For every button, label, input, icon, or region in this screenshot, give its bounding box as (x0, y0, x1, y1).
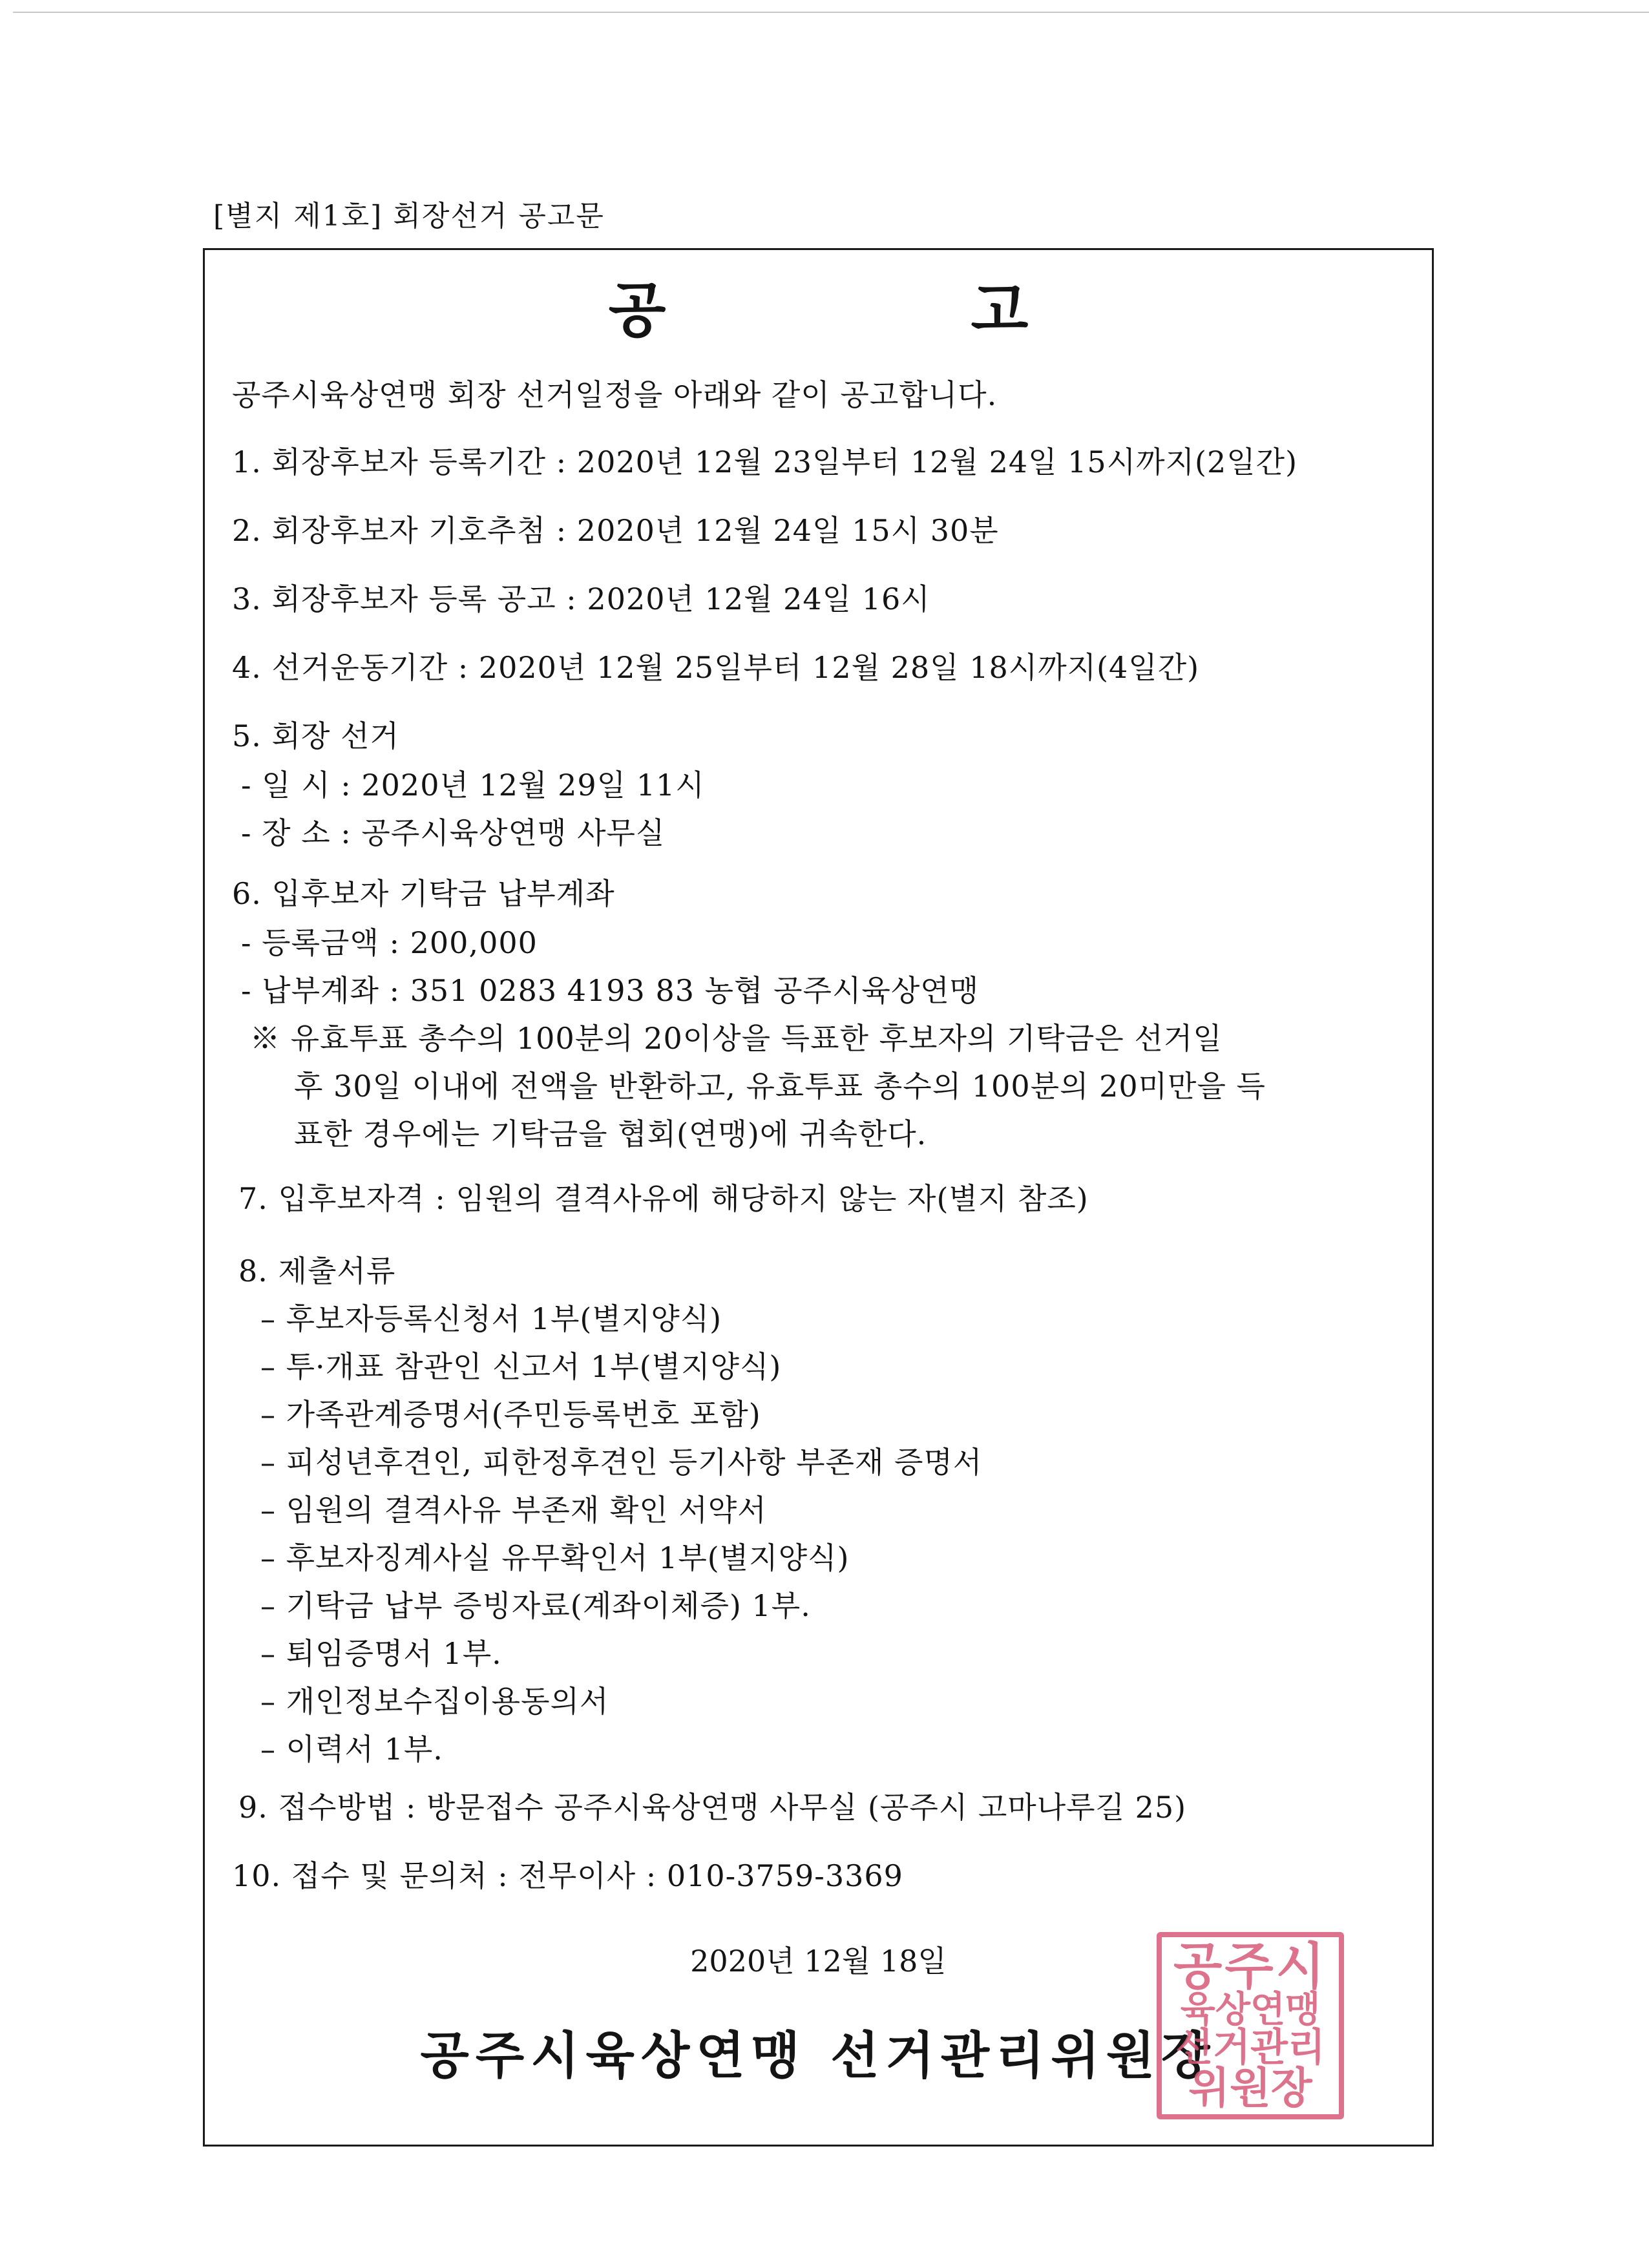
notice-date: 2020년 12월 18일 (690, 1944, 947, 1979)
item-submission-method: 9. 접수방법 : 방문접수 공주시육상연맹 사무실 (공주시 고마나루길 25) (238, 1790, 1187, 1825)
document-list-item: – 투·개표 참관인 신고서 1부(별지양식) (260, 1349, 782, 1384)
item-election-datetime: - 일 시 : 2020년 12월 29일 11시 (241, 768, 705, 803)
document-list-item: – 개인정보수집이용동의서 (260, 1684, 609, 1719)
document-list-item: – 기탁금 납부 증빙자료(계좌이체증) 1부. (260, 1588, 811, 1623)
item-registration-notice: 3. 회장후보자 등록 공고 : 2020년 12월 24일 16시 (232, 582, 930, 616)
item-campaign-period: 4. 선거운동기간 : 2020년 12월 25일부터 12월 28일 18시까지(4일간) (232, 650, 1200, 685)
document-list-item: – 후보자징계사실 유무확인서 1부(별지양식) (260, 1540, 850, 1575)
item-deposit-account: 6. 입후보자 기탁금 납부계좌 (232, 876, 615, 911)
intro-text: 공주시육상연맹 회장 선거일정을 아래와 같이 공고합니다. (232, 377, 998, 412)
item-election: 5. 회장 선거 (232, 719, 399, 753)
document-list-item: – 퇴임증명서 1부. (260, 1636, 502, 1671)
document-list-item: – 이력서 1부. (260, 1732, 443, 1767)
documents-heading: 8. 제출서류 (238, 1254, 396, 1288)
item-registration-period: 1. 회장후보자 등록기간 : 2020년 12월 23일부터 12월 24일 15시까지(2일간) (232, 445, 1298, 479)
notice-title: 공 고 (608, 275, 1171, 345)
committee-name: 공주시육상연맹 선거관리위원장 (420, 2026, 1217, 2085)
document-list-item: – 가족관계증명서(주민등록번호 포함) (260, 1397, 761, 1432)
deposit-note-line: 후 30일 이내에 전액을 반환하고, 유효투표 총수의 100분의 20미만을 득 (294, 1069, 1266, 1104)
scan-edge-line (13, 12, 1649, 13)
deposit-note-line: 표한 경우에는 기탁금을 협회(연맹)에 귀속한다. (294, 1117, 927, 1151)
document-list-item: – 후보자등록신청서 1부(별지양식) (260, 1301, 722, 1336)
document-list-item: – 임원의 결격사유 부존재 확인 서약서 (260, 1493, 767, 1528)
form-label: [별지 제1호] 회장선거 공고문 (213, 200, 605, 233)
document-list-item: – 피성년후견인, 피한정후견인 등기사항 부존재 증명서 (260, 1445, 983, 1480)
deposit-note-line: ※ 유효투표 총수의 100분의 20이상을 득표한 후보자의 기탁금은 선거일 (250, 1021, 1223, 1056)
item-number-draw: 2. 회장후보자 기호추첨 : 2020년 12월 24일 15시 30분 (232, 513, 999, 548)
official-seal-stamp: 공주시 육상연맹 선거관리 위원장 (1157, 1932, 1344, 2119)
item-election-place: - 장 소 : 공주시육상연맹 사무실 (241, 815, 666, 850)
notice-frame (203, 248, 1434, 2147)
item-eligibility: 7. 입후보자격 : 임원의 결격사유에 해당하지 않는 자(별지 참조) (238, 1181, 1089, 1216)
item-deposit-amount: - 등록금액 : 200,000 (241, 925, 538, 960)
item-contact: 10. 접수 및 문의처 : 전무이사 : 010-3759-3369 (232, 1858, 903, 1893)
item-deposit-bank-account: - 납부계좌 : 351 0283 4193 83 농협 공주시육상연맹 (241, 973, 980, 1008)
